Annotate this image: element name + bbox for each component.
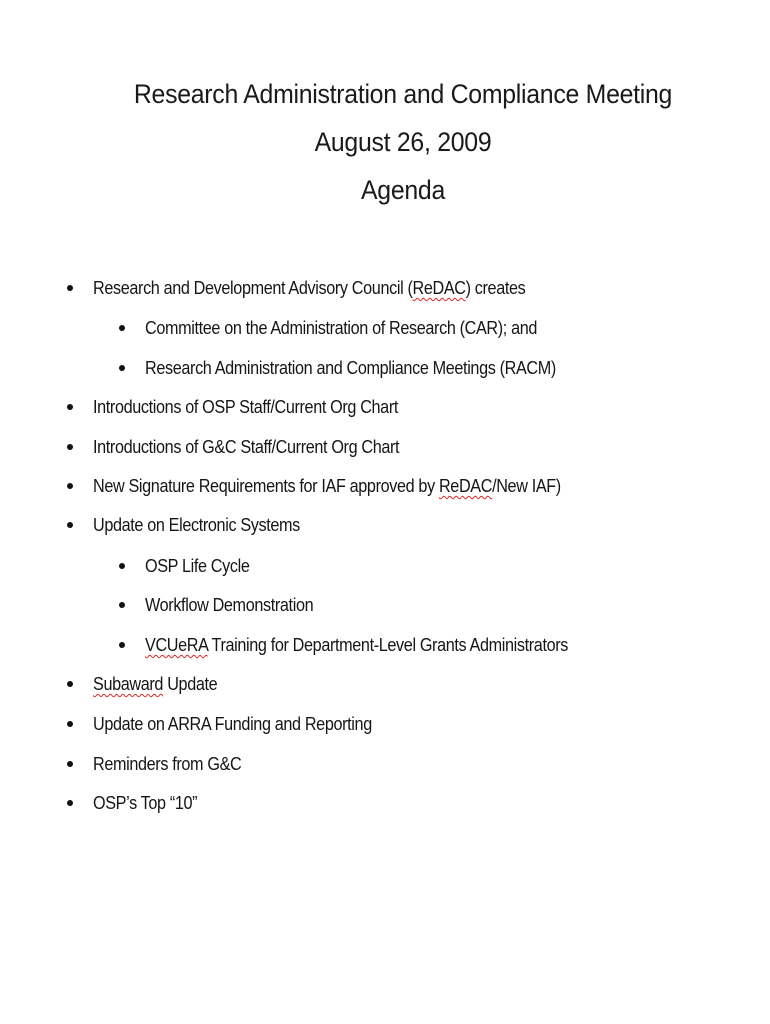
agenda-item-text: Research and Development Advisory Council (ReDAC) creates — [93, 278, 526, 298]
bullet-icon — [67, 522, 73, 528]
agenda-item-text: Subaward Update — [93, 674, 218, 694]
agenda-item-text: Workflow Demonstration — [145, 595, 314, 615]
agenda-item-text: Committee on the Administration of Research (CAR); and — [145, 318, 538, 338]
bullet-icon — [119, 325, 125, 331]
bullet-icon — [119, 642, 125, 648]
agenda-item-text: New Signature Requirements for IAF approved by ReDAC/New IAF) — [93, 476, 561, 496]
title-line-agenda: Agenda — [360, 175, 445, 205]
agenda-item-text: OSP Life Cycle — [145, 556, 250, 576]
spellcheck-flagged-word: VCUeRA — [145, 635, 208, 655]
spellcheck-flagged-word: ReDAC — [412, 278, 466, 298]
agenda-item-text: Introductions of G&C Staff/Current Org Chart — [93, 437, 400, 457]
agenda-item-text: Research Administration and Compliance Meetings (RACM) — [145, 358, 556, 378]
bullet-icon — [67, 681, 73, 687]
bullet-icon — [67, 285, 73, 291]
agenda-item-text: VCUeRA Training for Department-Level Grants Administrators — [145, 635, 569, 655]
spellcheck-flagged-word: ReDAC — [438, 476, 493, 496]
agenda-item-text: OSP’s Top “10” — [93, 793, 198, 813]
bullet-icon — [67, 404, 73, 410]
spellcheck-flagged-word: Subaward — [93, 674, 164, 694]
bullet-icon — [119, 602, 125, 608]
bullet-icon — [119, 563, 125, 569]
agenda-item-text: Reminders from G&C — [93, 754, 242, 774]
title-line-date: August 26, 2009 — [314, 127, 492, 157]
agenda-item-text: Introductions of OSP Staff/Current Org Chart — [93, 397, 399, 417]
bullet-icon — [67, 721, 73, 727]
bullet-icon — [67, 483, 73, 489]
agenda-item-text: Update on Electronic Systems — [93, 515, 300, 535]
title-line-meeting-name: Research Administration and Compliance Meeting — [133, 79, 673, 109]
bullet-icon — [67, 444, 73, 450]
bullet-icon — [67, 761, 73, 767]
bullet-icon — [67, 800, 73, 806]
agenda-item-text: Update on ARRA Funding and Reporting — [93, 714, 372, 734]
document-title — [0, 70, 770, 214]
bullet-icon — [119, 365, 125, 371]
